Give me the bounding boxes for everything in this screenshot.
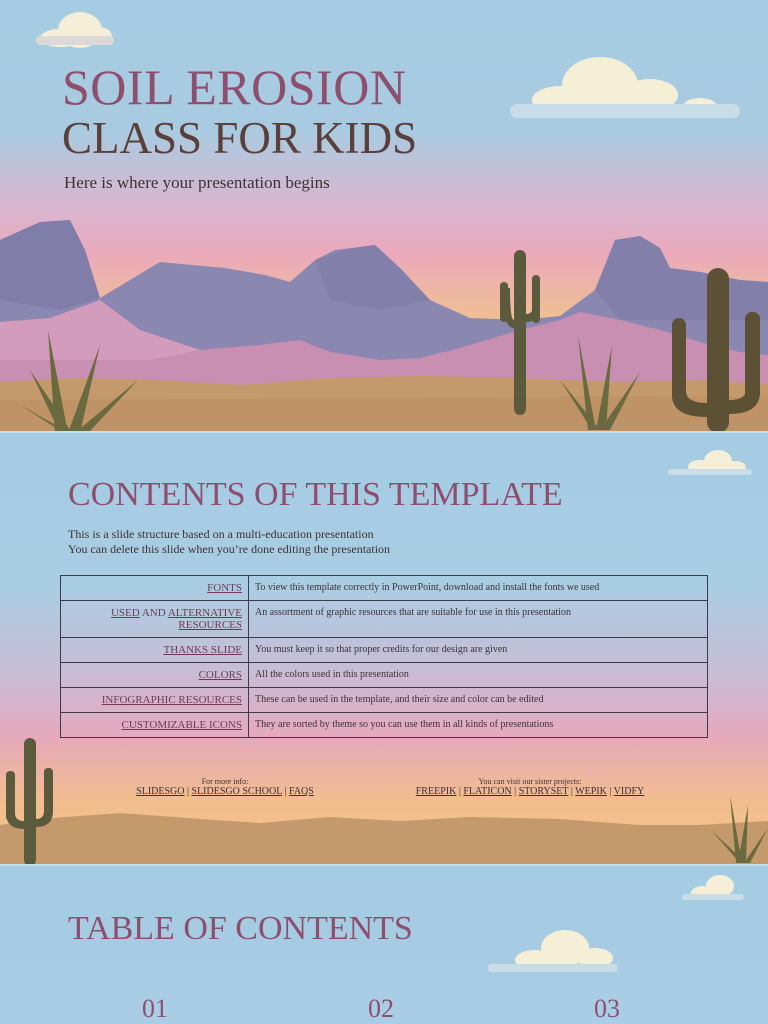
footer-sister-projects: You can visit our sister projects: FREEPIK | FLATICON | STORYSET | WEPIK | VIDFY: [395, 777, 665, 797]
fonts-link[interactable]: FONTS: [207, 582, 242, 594]
section-number: 03: [594, 994, 620, 1023]
row-description: These can be used in the template, and their size and color can be edited: [249, 688, 708, 713]
footer-label: You can visit our sister projects:: [478, 777, 582, 786]
customizable-icons-link[interactable]: CUSTOMIZABLE ICONS: [121, 719, 242, 731]
alternative-link[interactable]: ALTERNATIVE: [167, 607, 242, 619]
cloud-icon: [682, 875, 744, 900]
cloud-icon: [488, 930, 618, 972]
table-row: [61, 713, 708, 738]
slide-contents[interactable]: [0, 433, 768, 866]
infographic-resources-link[interactable]: INFOGRAPHIC RESOURCES: [101, 694, 242, 706]
description-line: This is a slide structure based on a multi-education presentation: [68, 527, 374, 541]
faqs-link[interactable]: FAQS: [289, 786, 314, 797]
vidfy-link[interactable]: VIDFY: [613, 786, 645, 797]
row-description: An assortment of graphic resources that are suitable for use in this presentation: [249, 601, 708, 638]
slide-table-of-contents[interactable]: [0, 866, 768, 1024]
section-number: 01: [142, 994, 168, 1023]
colors-link[interactable]: COLORS: [198, 669, 242, 681]
slide-title: TABLE OF CONTENTS: [68, 910, 413, 947]
wepik-link[interactable]: WEPIK: [575, 786, 607, 797]
contents-table: [60, 575, 708, 738]
subtitle: Here is where your presentation begins: [64, 173, 330, 192]
slidesgo-school-link[interactable]: SLIDESGO SCHOOL: [191, 786, 282, 797]
cloud-icon: [510, 57, 740, 118]
table-row: [61, 601, 708, 638]
and-text: AND: [139, 607, 168, 619]
row-description: They are sorted by theme so you can use them in all kinds of presentations: [249, 713, 708, 738]
storyset-link[interactable]: STORYSET: [518, 786, 569, 797]
table-row: [61, 576, 708, 601]
row-description: To view this template correctly in PowerPoint, download and install the fonts we used: [249, 576, 708, 601]
row-description: You must keep it so that proper credits for our design are given: [249, 638, 708, 663]
resources-link[interactable]: RESOURCES: [178, 619, 242, 631]
title-line-1: SOIL EROSION: [62, 59, 407, 115]
table-row: [61, 638, 708, 663]
cloud-icon: [668, 450, 752, 475]
sand-ground: [0, 813, 768, 866]
table-row: [61, 688, 708, 713]
flaticon-link[interactable]: FLATICON: [463, 786, 512, 797]
table-row: [61, 663, 708, 688]
footer-label: For more info:: [201, 777, 249, 786]
thanks-slide-link[interactable]: THANKS SLIDE: [163, 644, 242, 656]
used-link[interactable]: USED: [110, 607, 140, 619]
slidesgo-link[interactable]: SLIDESGO: [136, 786, 185, 797]
freepik-link[interactable]: FREEPIK: [415, 786, 457, 797]
section-number: 02: [368, 994, 394, 1023]
slide-title[interactable]: [0, 0, 768, 433]
title-line-2: CLASS FOR KIDS: [62, 113, 418, 163]
cloud-icon: [36, 12, 114, 48]
footer-more-info: For more info: SLIDESGO | SLIDESGO SCHOOL | FAQS: [100, 777, 350, 797]
row-description: All the colors used in this presentation: [249, 663, 708, 688]
slide-title: CONTENTS OF THIS TEMPLATE: [68, 476, 563, 513]
description-line: You can delete this slide when you’re done editing the presentation: [68, 542, 391, 556]
